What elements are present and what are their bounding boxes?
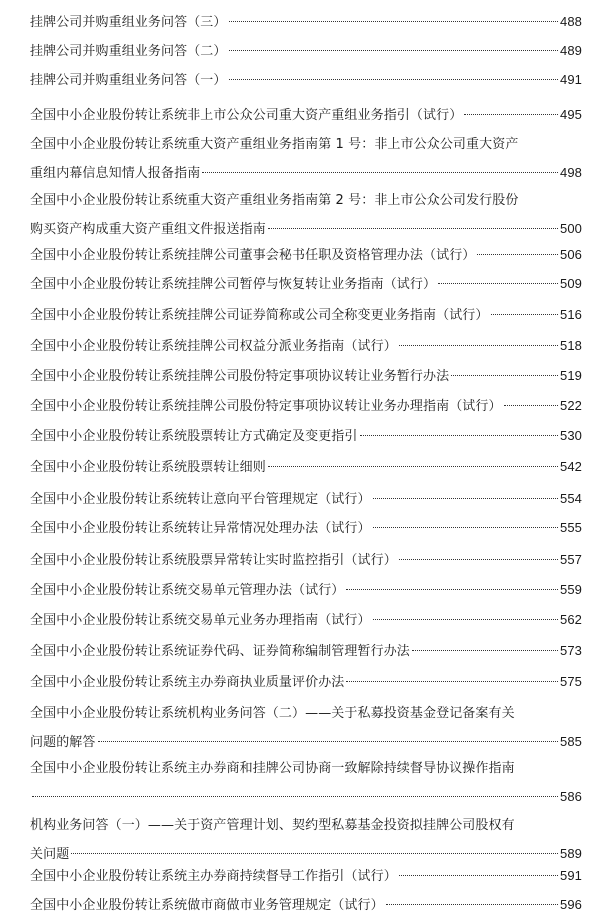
toc-entry-page: 586: [560, 789, 582, 804]
dot-leader: [268, 228, 558, 229]
toc-entry-page: 575: [560, 674, 582, 689]
dot-leader: [373, 619, 558, 620]
toc-entry[interactable]: [30, 812, 582, 869]
toc-entry[interactable]: [30, 700, 582, 757]
toc-entry-title: 关问题: [30, 847, 70, 862]
dot-leader: [491, 314, 558, 315]
dot-leader: [32, 796, 558, 797]
toc-entry-title: 全国中小企业股份转让系统主办券商持续督导工作指引（试行）: [30, 869, 397, 884]
toc-entry-page: 519: [560, 368, 582, 383]
dot-leader: [71, 853, 558, 854]
dot-leader: [399, 875, 558, 876]
toc-entry[interactable]: [30, 37, 582, 66]
dot-leader: [202, 172, 558, 173]
dot-leader: [451, 375, 558, 376]
toc-entry-title: 全国中小企业股份转让系统交易单元业务办理指南（试行）: [30, 613, 371, 628]
toc-entry[interactable]: [30, 241, 582, 270]
toc-entry-title: 全国中小企业股份转让系统挂牌公司股份特定事项协议转让业务暂行办法: [30, 369, 450, 384]
toc-entry[interactable]: [30, 576, 582, 605]
toc-entry[interactable]: [30, 270, 582, 299]
toc-entry-page: 500: [560, 221, 582, 236]
toc-entry-title-line1: 全国中小企业股份转让系统重大资产重组业务指南第 2 号：非上市公众公司发行股份: [30, 193, 519, 208]
toc-entry-title: 重组内幕信息知情人报备指南: [30, 166, 201, 181]
toc-entry-page: 518: [560, 338, 582, 353]
dot-leader: [399, 345, 558, 346]
dot-leader: [229, 79, 558, 80]
toc-entry-page: 522: [560, 398, 582, 413]
toc-entry-title: 挂牌公司并购重组业务问答（三）: [30, 15, 227, 30]
toc-entry-title: 购买资产构成重大资产重组文件报送指南: [30, 222, 266, 237]
toc-entry[interactable]: [30, 66, 582, 95]
toc-entry[interactable]: [30, 891, 582, 920]
toc-entry-title: 挂牌公司并购重组业务问答（一）: [30, 73, 227, 88]
toc-entry-title-line1: 全国中小企业股份转让系统机构业务问答（二）——关于私募投资基金登记备案有关: [30, 706, 515, 721]
dot-leader: [399, 559, 558, 560]
toc-entry-page: 495: [560, 107, 582, 122]
toc-entry[interactable]: [30, 755, 582, 811]
toc-entry-page: 589: [560, 846, 582, 861]
dot-leader: [229, 21, 558, 22]
dot-leader: [373, 498, 558, 499]
toc-entry-title: 全国中小企业股份转让系统主办券商执业质量评价办法: [30, 675, 345, 690]
toc-entry-page: 489: [560, 43, 582, 58]
toc-entry-page: 573: [560, 643, 582, 658]
toc-entry[interactable]: [30, 8, 582, 37]
toc-entry-title: 全国中小企业股份转让系统挂牌公司股份特定事项协议转让业务办理指南（试行）: [30, 399, 502, 414]
dot-leader: [346, 681, 558, 682]
dot-leader: [438, 283, 558, 284]
toc-entry[interactable]: [30, 514, 582, 543]
toc-entry[interactable]: [30, 301, 582, 330]
dot-leader: [504, 405, 558, 406]
toc-entry-title: 全国中小企业股份转让系统股票异常转让实时监控指引（试行）: [30, 553, 397, 568]
dot-leader: [477, 254, 558, 255]
dot-leader: [229, 50, 558, 51]
toc-entry[interactable]: [30, 332, 582, 361]
toc-entry-title: 全国中小企业股份转让系统挂牌公司权益分派业务指南（试行）: [30, 339, 397, 354]
toc-entry-page: 488: [560, 14, 582, 29]
toc-entry-title: 全国中小企业股份转让系统做市商做市业务管理规定（试行）: [30, 898, 384, 913]
toc-entry-page: 555: [560, 520, 582, 535]
dot-leader: [464, 114, 558, 115]
toc-entry[interactable]: [30, 485, 582, 514]
toc-entry[interactable]: [30, 453, 582, 482]
toc-entry[interactable]: [30, 362, 582, 391]
toc-entry-title: 全国中小企业股份转让系统挂牌公司证券简称或公司全称变更业务指南（试行）: [30, 308, 489, 323]
toc-entry-title: 全国中小企业股份转让系统交易单元管理办法（试行）: [30, 583, 345, 598]
dot-leader: [386, 904, 558, 905]
toc-entry[interactable]: [30, 637, 582, 666]
toc-entry-title-line1: 全国中小企业股份转让系统重大资产重组业务指南第 1 号：非上市公众公司重大资产: [30, 137, 519, 152]
dot-leader: [360, 435, 558, 436]
toc-entry-title: 全国中小企业股份转让系统转让意向平台管理规定（试行）: [30, 492, 371, 507]
dot-leader: [346, 589, 558, 590]
dot-leader: [412, 650, 558, 651]
toc-entry[interactable]: [30, 668, 582, 697]
toc-entry-title: 问题的解答: [30, 735, 96, 750]
toc-entry-title: 全国中小企业股份转让系统股票转让细则: [30, 460, 266, 475]
toc-entry-title: 全国中小企业股份转让系统证券代码、证券简称编制管理暂行办法: [30, 644, 410, 659]
toc-entry[interactable]: [30, 422, 582, 451]
toc-entry-page: 596: [560, 897, 582, 912]
toc-entry-title: 全国中小企业股份转让系统非上市公众公司重大资产重组业务指引（试行）: [30, 108, 463, 123]
toc-entry-title: 全国中小企业股份转让系统转让异常情况处理办法（试行）: [30, 521, 371, 536]
toc-entry-page: 542: [560, 459, 582, 474]
toc-entry-title-line1: 全国中小企业股份转让系统主办券商和挂牌公司协商一致解除持续督导协议操作指南: [30, 761, 515, 776]
toc-entry-title: 全国中小企业股份转让系统挂牌公司暂停与恢复转让业务指南（试行）: [30, 277, 437, 292]
toc-entry-page: 530: [560, 428, 582, 443]
dot-leader: [268, 466, 558, 467]
toc-entry-title-line1: 机构业务问答（一）——关于资产管理计划、契约型私募基金投资拟挂牌公司股权有: [30, 818, 515, 833]
toc-entry-title: 全国中小企业股份转让系统挂牌公司董事会秘书任职及资格管理办法（试行）: [30, 248, 476, 263]
toc-entry-page: 554: [560, 491, 582, 506]
toc-entry[interactable]: [30, 131, 582, 188]
toc-entry-page: 509: [560, 276, 582, 291]
toc-entry-page: 506: [560, 247, 582, 262]
toc-entry-page: 491: [560, 72, 582, 87]
toc-entry-page: 591: [560, 868, 582, 883]
toc-entry-page: 557: [560, 552, 582, 567]
toc-entry[interactable]: [30, 101, 582, 130]
toc-entry-page: 562: [560, 612, 582, 627]
toc-entry-title: 挂牌公司并购重组业务问答（二）: [30, 44, 227, 59]
toc-entry[interactable]: [30, 187, 582, 244]
dot-leader: [98, 741, 558, 742]
toc-entry[interactable]: [30, 862, 582, 891]
toc-entry[interactable]: [30, 606, 582, 635]
toc-entry[interactable]: [30, 392, 582, 421]
toc-entry-page: 559: [560, 582, 582, 597]
toc-entry-page: 498: [560, 165, 582, 180]
toc-entry-title: 全国中小企业股份转让系统股票转让方式确定及变更指引: [30, 429, 358, 444]
toc-entry-page: 585: [560, 734, 582, 749]
dot-leader: [373, 527, 558, 528]
toc-entry[interactable]: [30, 546, 582, 575]
toc-entry-page: 516: [560, 307, 582, 322]
